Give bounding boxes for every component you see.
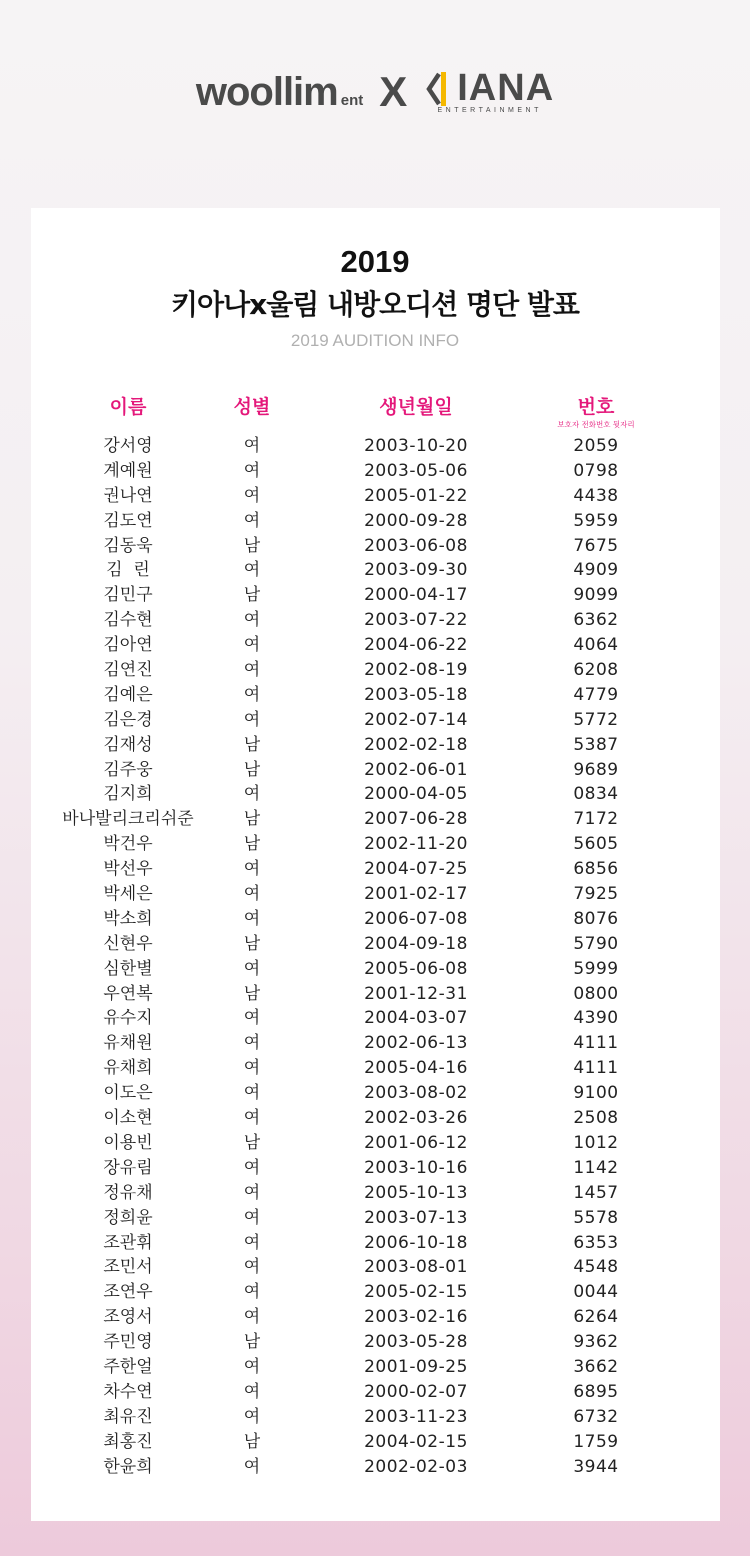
cell-birth: 2002-11-20 xyxy=(364,834,468,855)
cell-gender: 여 xyxy=(243,635,261,656)
cell-birth: 2003-06-08 xyxy=(364,535,468,556)
cell-number: 4548 xyxy=(573,1257,619,1278)
cell-number: 3944 xyxy=(573,1456,619,1477)
cell-birth: 2003-05-06 xyxy=(364,460,468,481)
woollim-logo xyxy=(196,70,363,115)
table-row xyxy=(0,906,750,931)
kiana-logo-text: IANA xyxy=(457,67,555,109)
cell-number: 4909 xyxy=(573,560,619,581)
cell-birth: 2002-02-18 xyxy=(364,734,468,755)
cell-gender: 여 xyxy=(243,1008,261,1029)
cell-number: 9099 xyxy=(573,585,619,606)
cell-gender: 남 xyxy=(243,1132,261,1153)
table-row xyxy=(0,931,750,956)
announcement-title: 키아나x울림 내방오디션 명단 발표 xyxy=(171,288,579,321)
cell-gender: 여 xyxy=(243,1083,261,1104)
cell-gender: 여 xyxy=(243,1456,261,1477)
cell-name: 김민구 xyxy=(103,585,153,606)
table-row xyxy=(0,607,750,632)
table-row xyxy=(0,981,750,1006)
table-row xyxy=(0,881,750,906)
table-row xyxy=(0,1379,750,1404)
cell-gender: 여 xyxy=(243,859,261,880)
cell-name: 이소현 xyxy=(103,1108,153,1129)
cell-name: 한윤희 xyxy=(103,1456,153,1477)
cell-number: 5772 xyxy=(573,709,619,730)
cell-name: 유수지 xyxy=(103,1008,153,1029)
cell-birth: 2000-02-07 xyxy=(364,1381,468,1402)
cell-name: 유채희 xyxy=(103,1058,153,1079)
cell-number: 6353 xyxy=(573,1232,619,1253)
cell-birth: 2003-07-13 xyxy=(364,1207,468,1228)
cell-number: 9362 xyxy=(573,1332,619,1353)
cell-number: 5790 xyxy=(573,933,619,954)
table-row xyxy=(0,582,750,607)
cell-birth: 2004-07-25 xyxy=(364,859,468,880)
cell-number: 5387 xyxy=(573,734,619,755)
woollim-logo-ent: ent xyxy=(340,91,364,109)
table-row xyxy=(0,856,750,881)
cell-gender: 남 xyxy=(243,809,261,830)
cell-gender: 남 xyxy=(243,933,261,954)
cell-number: 6856 xyxy=(573,859,619,880)
announcement-subtitle: 2019 AUDITION INFO xyxy=(290,331,460,350)
cell-birth: 2001-09-25 xyxy=(364,1356,468,1377)
table-row xyxy=(0,1105,750,1130)
cell-birth: 2005-10-13 xyxy=(364,1182,468,1203)
cell-number: 4111 xyxy=(573,1058,619,1079)
cell-name: 최유진 xyxy=(103,1406,153,1427)
cell-birth: 2003-11-23 xyxy=(364,1406,468,1427)
cell-number: 4438 xyxy=(573,485,619,506)
cell-birth: 2006-10-18 xyxy=(364,1232,468,1253)
cell-gender: 남 xyxy=(243,1431,261,1452)
cell-name: 정유채 xyxy=(103,1182,153,1203)
cell-name: 박선우 xyxy=(103,859,153,880)
cell-name: 김도연 xyxy=(103,510,153,531)
cell-number: 9689 xyxy=(573,759,619,780)
cell-gender: 여 xyxy=(243,884,261,905)
cell-name: 김주웅 xyxy=(103,759,153,780)
cell-number: 1457 xyxy=(573,1182,619,1203)
cell-name: 김재성 xyxy=(103,734,153,755)
table-row xyxy=(0,956,750,981)
cell-birth: 2001-06-12 xyxy=(364,1132,468,1153)
cell-gender: 여 xyxy=(243,1108,261,1129)
cell-birth: 2006-07-08 xyxy=(364,908,468,929)
cell-name: 이도은 xyxy=(103,1083,153,1104)
cell-number: 8076 xyxy=(573,908,619,929)
table-row xyxy=(0,1230,750,1255)
table-row xyxy=(0,1404,750,1429)
cell-gender: 여 xyxy=(243,560,261,581)
cell-number: 0800 xyxy=(573,983,619,1004)
cell-number: 2059 xyxy=(573,436,619,456)
cell-name: 김수현 xyxy=(103,610,153,631)
cell-birth: 2002-08-19 xyxy=(364,660,468,681)
table-row xyxy=(0,657,750,682)
table-row xyxy=(0,781,750,806)
cell-birth: 2003-05-18 xyxy=(364,684,468,705)
cell-name: 김예은 xyxy=(103,684,153,705)
table-row xyxy=(0,508,750,533)
cell-name: 최홍진 xyxy=(103,1431,153,1452)
cell-name: 조관휘 xyxy=(103,1232,153,1253)
cell-birth: 2003-10-20 xyxy=(364,436,468,456)
cell-birth: 2003-05-28 xyxy=(364,1332,468,1353)
cell-name: 박소희 xyxy=(103,908,153,929)
cell-number: 7172 xyxy=(573,809,619,830)
kiana-k-mark-icon xyxy=(425,72,455,106)
woollim-logo-text: woollim xyxy=(195,69,338,114)
table-row xyxy=(0,533,750,558)
cell-gender: 남 xyxy=(243,983,261,1004)
cell-number: 0834 xyxy=(573,784,619,805)
cell-gender: 여 xyxy=(243,1282,261,1303)
cell-number: 5578 xyxy=(573,1207,619,1228)
cell-birth: 2004-09-18 xyxy=(364,933,468,954)
cell-number: 1142 xyxy=(573,1157,619,1178)
cell-gender: 여 xyxy=(243,1381,261,1402)
table-row xyxy=(0,433,750,458)
cell-birth: 2003-07-22 xyxy=(364,610,468,631)
announcement-year: 2019 xyxy=(340,244,410,279)
cell-birth: 2000-04-05 xyxy=(364,784,468,805)
table-row xyxy=(0,707,750,732)
logo-header xyxy=(0,62,750,122)
cell-number: 4390 xyxy=(573,1008,619,1029)
cell-birth: 2005-04-16 xyxy=(364,1058,468,1079)
collab-cross: X xyxy=(379,68,408,115)
cell-number: 4779 xyxy=(573,684,619,705)
cell-birth: 2000-04-17 xyxy=(364,585,468,606)
cell-birth: 2003-08-02 xyxy=(364,1083,468,1104)
table-row xyxy=(0,458,750,483)
cell-birth: 2002-03-26 xyxy=(364,1108,468,1129)
column-header-number-note: 보호자 전화번호 뒷자리 xyxy=(557,420,635,429)
cell-number: 2508 xyxy=(573,1108,619,1129)
cell-name: 박건우 xyxy=(103,834,153,855)
cell-gender: 여 xyxy=(243,1058,261,1079)
cell-name: 조연우 xyxy=(103,1282,153,1303)
cell-number: 6362 xyxy=(573,610,619,631)
cell-gender: 여 xyxy=(243,958,261,979)
cell-birth: 2007-06-28 xyxy=(364,809,468,830)
cell-name: 바나발리크리쉬준 xyxy=(62,809,194,830)
cell-name: 주한얼 xyxy=(103,1356,153,1377)
column-header-name: 이름 xyxy=(109,396,147,418)
cell-name: 김아연 xyxy=(103,635,153,656)
applicant-list xyxy=(0,433,750,1478)
cell-number: 1012 xyxy=(573,1132,619,1153)
table-row xyxy=(0,1005,750,1030)
cell-gender: 여 xyxy=(243,510,261,531)
cell-name: 강서영 xyxy=(103,436,153,456)
cell-gender: 여 xyxy=(243,1406,261,1427)
cell-name: 주민영 xyxy=(103,1332,153,1353)
cell-gender: 여 xyxy=(243,1356,261,1377)
cell-birth: 2001-02-17 xyxy=(364,884,468,905)
cell-number: 6208 xyxy=(573,660,619,681)
cell-gender: 여 xyxy=(243,684,261,705)
cell-name: 계예원 xyxy=(103,460,153,481)
kiana-logo xyxy=(425,67,555,114)
table-row xyxy=(0,1304,750,1329)
cell-number: 6264 xyxy=(573,1307,619,1328)
cell-birth: 2003-08-01 xyxy=(364,1257,468,1278)
table-row xyxy=(0,1429,750,1454)
table-row xyxy=(0,1454,750,1479)
cell-name: 권나연 xyxy=(103,485,153,506)
cell-name: 우연복 xyxy=(103,983,153,1004)
table-row xyxy=(0,1080,750,1105)
table-row xyxy=(0,1155,750,1180)
column-header-birth: 생년월일 xyxy=(379,396,453,418)
table-row xyxy=(0,1329,750,1354)
cell-birth: 2004-06-22 xyxy=(364,635,468,656)
cell-name: 이용빈 xyxy=(103,1132,153,1153)
cell-name: 김 린 xyxy=(106,560,150,581)
column-header-number: 번호 xyxy=(577,396,615,418)
cell-number: 0044 xyxy=(573,1282,619,1303)
cell-number: 3662 xyxy=(573,1356,619,1377)
cell-number: 7925 xyxy=(573,884,619,905)
cell-birth: 2003-10-16 xyxy=(364,1157,468,1178)
table-row xyxy=(0,632,750,657)
cell-gender: 남 xyxy=(243,535,261,556)
cell-name: 유채원 xyxy=(103,1033,153,1054)
cell-number: 1759 xyxy=(573,1431,619,1452)
cell-birth: 2002-02-03 xyxy=(364,1456,468,1477)
cell-birth: 2003-02-16 xyxy=(364,1307,468,1328)
table-row xyxy=(0,557,750,582)
table-row xyxy=(0,1279,750,1304)
cell-name: 신현우 xyxy=(103,933,153,954)
cell-birth: 2005-06-08 xyxy=(364,958,468,979)
cell-number: 5999 xyxy=(573,958,619,979)
cell-name: 조민서 xyxy=(103,1257,153,1278)
cell-number: 5605 xyxy=(573,834,619,855)
table-row xyxy=(0,757,750,782)
cell-number: 4064 xyxy=(573,635,619,656)
table-row xyxy=(0,1030,750,1055)
table-row xyxy=(0,1130,750,1155)
cell-gender: 여 xyxy=(243,485,261,506)
cell-number: 6895 xyxy=(573,1381,619,1402)
cell-gender: 여 xyxy=(243,610,261,631)
cell-name: 김은경 xyxy=(103,709,153,730)
cell-birth: 2005-01-22 xyxy=(364,485,468,506)
cell-birth: 2001-12-31 xyxy=(364,983,468,1004)
table-row xyxy=(0,1205,750,1230)
table-row xyxy=(0,682,750,707)
cell-gender: 남 xyxy=(243,734,261,755)
table-row xyxy=(0,1354,750,1379)
cell-gender: 여 xyxy=(243,709,261,730)
cell-name: 차수연 xyxy=(103,1381,153,1402)
cell-gender: 여 xyxy=(243,1257,261,1278)
table-row xyxy=(0,831,750,856)
cell-name: 박세은 xyxy=(103,884,153,905)
cell-name: 정희윤 xyxy=(103,1207,153,1228)
cell-number: 5959 xyxy=(573,510,619,531)
cell-gender: 여 xyxy=(243,436,261,456)
cell-number: 4111 xyxy=(573,1033,619,1054)
cell-number: 9100 xyxy=(573,1083,619,1104)
cell-birth: 2004-03-07 xyxy=(364,1008,468,1029)
cell-gender: 여 xyxy=(243,908,261,929)
cell-birth: 2004-02-15 xyxy=(364,1431,468,1452)
cell-number: 7675 xyxy=(573,535,619,556)
cell-gender: 여 xyxy=(243,1033,261,1054)
cell-gender: 여 xyxy=(243,1182,261,1203)
cell-name: 김동욱 xyxy=(103,535,153,556)
cell-gender: 남 xyxy=(243,759,261,780)
kiana-logo-sub: ENTERTAINMENT xyxy=(437,106,542,114)
cell-name: 김연진 xyxy=(103,660,153,681)
cell-gender: 여 xyxy=(243,784,261,805)
cell-gender: 여 xyxy=(243,1307,261,1328)
cell-gender: 여 xyxy=(243,1232,261,1253)
cell-gender: 남 xyxy=(243,585,261,606)
table-row xyxy=(0,806,750,831)
cell-gender: 여 xyxy=(243,660,261,681)
table-row xyxy=(0,1254,750,1279)
cell-name: 심한별 xyxy=(103,958,153,979)
table-row xyxy=(0,732,750,757)
cell-birth: 2005-02-15 xyxy=(364,1282,468,1303)
table-row xyxy=(0,1055,750,1080)
column-header-gender: 성별 xyxy=(233,396,271,418)
table-row xyxy=(0,483,750,508)
cell-number: 0798 xyxy=(573,460,619,481)
cell-birth: 2000-09-28 xyxy=(364,510,468,531)
cell-birth: 2002-07-14 xyxy=(364,709,468,730)
cell-gender: 여 xyxy=(243,1157,261,1178)
cell-name: 조영서 xyxy=(103,1307,153,1328)
cell-gender: 남 xyxy=(243,1332,261,1353)
cell-birth: 2002-06-13 xyxy=(364,1033,468,1054)
cell-gender: 남 xyxy=(243,834,261,855)
cell-gender: 여 xyxy=(243,1207,261,1228)
table-row xyxy=(0,1180,750,1205)
cell-gender: 여 xyxy=(243,460,261,481)
cell-name: 장유림 xyxy=(103,1157,153,1178)
cell-birth: 2003-09-30 xyxy=(364,560,468,581)
cell-number: 6732 xyxy=(573,1406,619,1427)
cell-birth: 2002-06-01 xyxy=(364,759,468,780)
cell-name: 김지희 xyxy=(103,784,153,805)
